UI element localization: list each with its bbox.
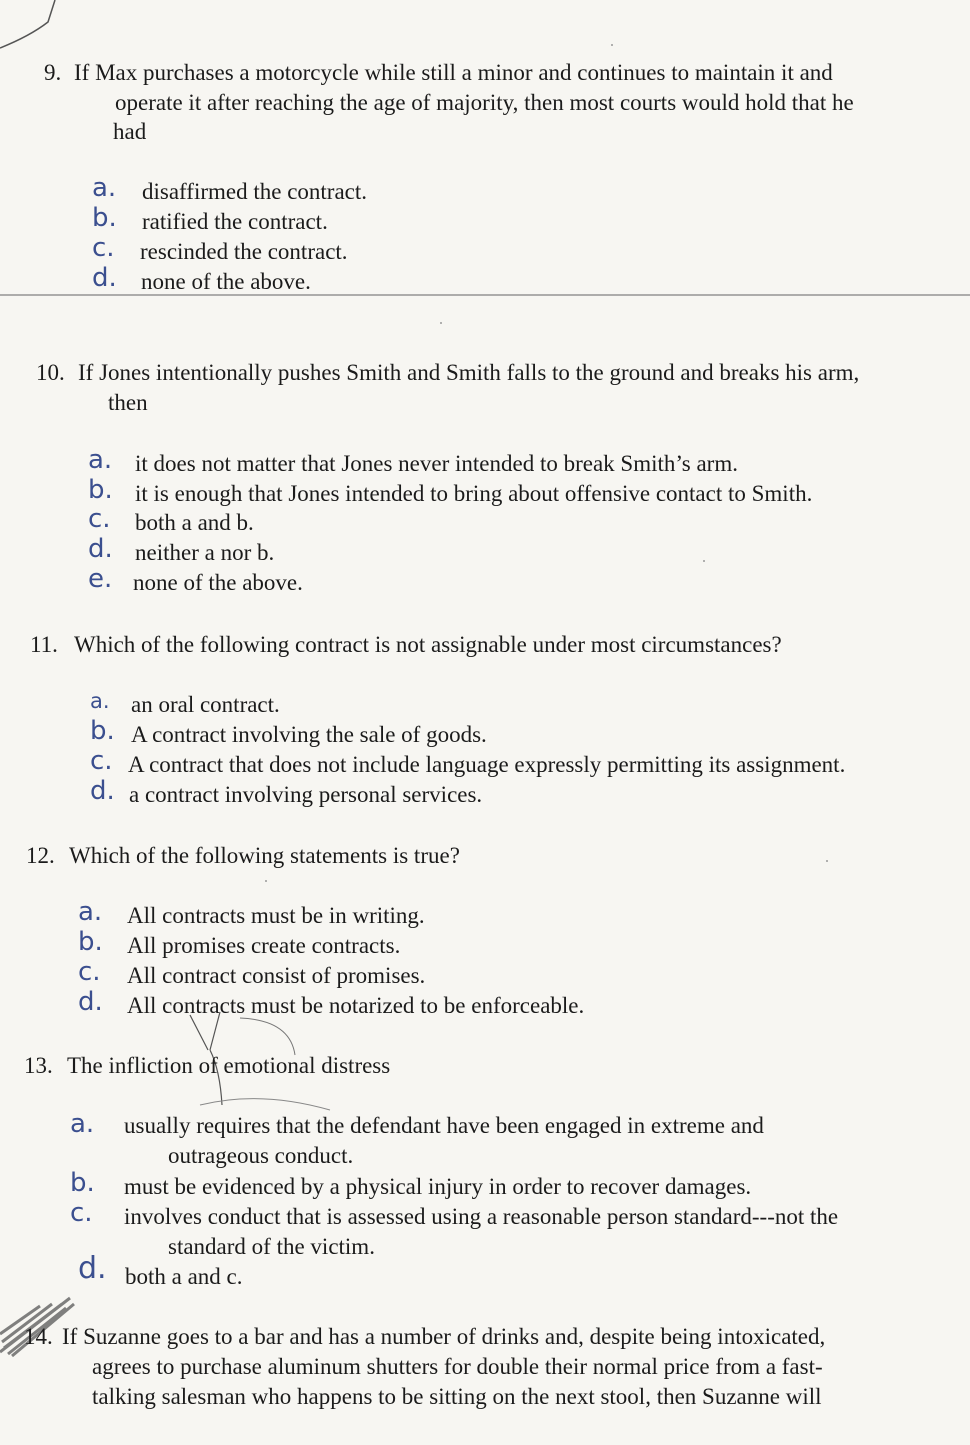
handwritten-letter: c.: [92, 233, 115, 263]
question-stem-line: If Max purchases a motorcycle while still a minor and continues to maintain it and: [74, 60, 833, 85]
question-stem-line: Which of the following statements is true?: [69, 843, 460, 868]
corner-fold-mark: [0, 0, 60, 60]
handwritten-letter: b.: [88, 475, 113, 505]
option-text: must be evidenced by a physical injury in order to recover damages.: [124, 1174, 752, 1199]
question-stem-line: The infliction of emotional distress: [67, 1053, 391, 1078]
question-stem-line: talking salesman who happens to be sitting on the next stool, then Suzanne will: [92, 1384, 822, 1409]
option-text: rescinded the contract.: [140, 239, 348, 264]
question-number: 10.: [36, 360, 65, 385]
question-number: 9.: [44, 60, 62, 85]
scan-speck: [703, 560, 705, 562]
question-number: 13.: [24, 1053, 53, 1078]
handwritten-letter: a.: [90, 689, 110, 713]
option-text-continued: outrageous conduct.: [168, 1143, 354, 1168]
question-stem-line: agrees to purchase aluminum shutters for double their normal price from a fast-: [92, 1354, 823, 1379]
option-text: involves conduct that is assessed using a reasonable person standard---not the: [124, 1204, 839, 1229]
question-stem-line: had: [113, 119, 147, 144]
option-text-continued: standard of the victim.: [168, 1234, 375, 1259]
handwritten-letter: d.: [88, 534, 113, 564]
handwritten-letter: b.: [92, 203, 117, 233]
option-text: it does not matter that Jones never intended to break Smith’s arm.: [135, 451, 738, 476]
handwritten-letter: e.: [88, 564, 113, 594]
option-text: usually requires that the defendant have been engaged in extreme and: [124, 1113, 764, 1138]
scan-speck: [440, 322, 442, 324]
handwritten-letter: d.: [78, 987, 103, 1017]
handwritten-letter: a.: [88, 445, 113, 475]
handwritten-letter: b.: [70, 1168, 95, 1198]
option-text: none of the above.: [141, 269, 311, 294]
handwritten-letter: c.: [88, 504, 111, 534]
option-text: an oral contract.: [131, 692, 280, 717]
option-text: All promises create contracts.: [127, 933, 401, 958]
option-text: none of the above.: [133, 570, 303, 595]
handwritten-letter: d.: [78, 1251, 107, 1286]
handwritten-letter: d.: [90, 776, 115, 806]
handwritten-letter: a.: [70, 1109, 95, 1139]
option-text: both a and b.: [135, 510, 254, 535]
scan-speck: [611, 44, 613, 46]
handwritten-letter: c.: [70, 1198, 93, 1228]
page-divider: [0, 294, 970, 296]
handwritten-letter: d.: [92, 263, 117, 293]
handwritten-letter: b.: [78, 927, 103, 957]
question-stem-line: If Jones intentionally pushes Smith and Smith falls to the ground and breaks his arm,: [78, 360, 860, 385]
handwritten-letter: c.: [90, 746, 113, 776]
option-text: A contract involving the sale of goods.: [131, 722, 487, 747]
question-number: 11.: [30, 632, 58, 657]
scan-speck: [826, 860, 828, 862]
question-stem-line: then: [108, 390, 148, 415]
question-stem-line: operate it after reaching the age of majority, then most courts would hold that he: [115, 90, 854, 115]
option-text: ratified the contract.: [142, 209, 328, 234]
handwritten-letter: a.: [78, 897, 103, 927]
option-text: All contracts must be notarized to be enforceable.: [127, 993, 585, 1018]
question-number: 12.: [26, 843, 55, 868]
option-text: a contract involving personal services.: [129, 782, 483, 807]
option-text: neither a nor b.: [135, 540, 275, 565]
handwritten-letter: c.: [78, 957, 101, 987]
question-stem-line: If Suzanne goes to a bar and has a number of drinks and, despite being intoxicated,: [62, 1324, 826, 1349]
option-text: both a and c.: [125, 1264, 243, 1289]
option-text: disaffirmed the contract.: [142, 179, 368, 204]
option-text: A contract that does not include language expressly permitting its assignment.: [128, 752, 846, 777]
option-text: it is enough that Jones intended to bring about offensive contact to Smith.: [135, 481, 813, 506]
handwritten-letter: b.: [90, 716, 115, 746]
question-number: 14.: [24, 1324, 53, 1349]
question-stem-line: Which of the following contract is not assignable under most circumstances?: [74, 632, 782, 657]
handwritten-letter: a.: [92, 173, 117, 203]
scan-speck: [265, 880, 267, 882]
option-text: All contract consist of promises.: [127, 963, 426, 988]
option-text: All contracts must be in writing.: [127, 903, 425, 928]
